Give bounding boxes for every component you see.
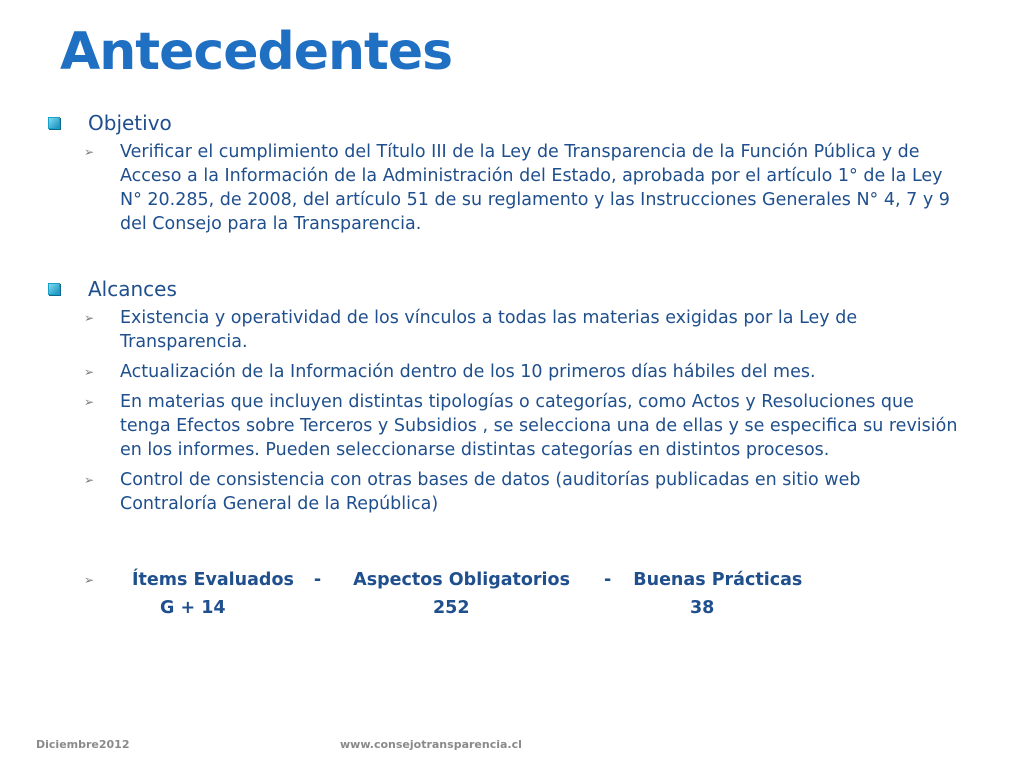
section-heading-text: Objetivo [88, 111, 172, 135]
list-item [84, 140, 960, 236]
arrow-bullet-icon: ➢ [84, 395, 95, 409]
section-heading [48, 110, 960, 136]
objetivo-list [48, 140, 960, 236]
list-item [84, 390, 960, 462]
mandatory-aspects-label: Aspectos Obligatorios [353, 570, 570, 590]
items-evaluated-label: Ítems Evaluados [132, 570, 294, 590]
arrow-bullet-icon: ➢ [84, 311, 95, 325]
list-item-text: Verificar el cumplimiento del Título III de la Ley de Transparencia de la Función Pública y de Acceso a la Información de la Administración del Estado, aprobada por el artículo 1° de la Ley N° 20.285, de 2008, del artículo 51 de su reglamento y las Instrucciones Generales N° 4, 7 y 9 del Consejo para la Transparencia. [120, 142, 950, 234]
footer-date: Diciembre2012 [36, 738, 130, 751]
section-heading-text: Alcances [88, 277, 177, 301]
section-heading [48, 276, 960, 302]
items-evaluated-value: G + 14 [160, 598, 226, 618]
section-objetivo [48, 110, 960, 242]
footer-url: www.consejotransparencia.cl [340, 738, 522, 751]
alcances-list [48, 306, 960, 516]
good-practices-label: Buenas Prácticas [633, 570, 803, 590]
arrow-bullet-icon: ➢ [84, 145, 95, 159]
separator: - [604, 570, 612, 590]
mandatory-aspects-value: 252 [433, 598, 470, 618]
list-item [84, 360, 960, 384]
square-bullet-icon [48, 283, 60, 295]
good-practices-value: 38 [690, 598, 715, 618]
list-item-text: Existencia y operatividad de los vínculos a todas las materias exigidas por la Ley de Transparencia. [120, 308, 858, 352]
arrow-bullet-icon: ➢ [84, 473, 95, 487]
list-item-text: Actualización de la Información dentro de los 10 primeros días hábiles del mes. [120, 362, 816, 382]
square-bullet-icon [48, 117, 60, 129]
arrow-bullet-icon: ➢ [84, 573, 95, 587]
list-item-text: Control de consistencia con otras bases de datos (auditorías publicadas en sitio web Contraloría General de la República) [120, 470, 861, 514]
section-alcances [48, 276, 960, 522]
separator: - [313, 570, 322, 590]
arrow-bullet-icon: ➢ [84, 365, 95, 379]
page-title: Antecedentes [60, 22, 453, 82]
list-item-text: En materias que incluyen distintas tipologías o categorías, como Actos y Resoluciones que tenga Efectos sobre Terceros y Subsidios , se selecciona una de ellas y se especifica su revisión en los informes. Pueden seleccionarse distintas categorías en distintos procesos. [120, 392, 958, 460]
list-item [84, 306, 960, 354]
list-item [84, 468, 960, 516]
summary-labels [84, 568, 802, 592]
